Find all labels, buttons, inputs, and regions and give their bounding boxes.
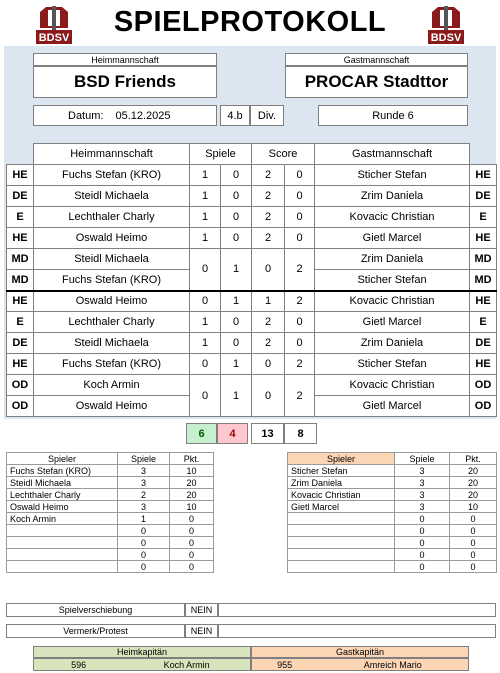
away-player: Gietl Marcel [315, 312, 470, 333]
stats-spiele: 3 [395, 465, 450, 477]
score-away: 0 [285, 333, 315, 354]
spiele-home: 1 [190, 207, 221, 228]
score-home: 2 [252, 186, 285, 207]
away-player: Gietl Marcel [315, 396, 470, 417]
away-player: Kovacic Christian [315, 375, 470, 396]
stats-player-name [7, 525, 118, 537]
match-row [7, 207, 497, 228]
stats-pkt: 0 [450, 549, 497, 561]
home-stats-row [7, 465, 214, 477]
match-row [7, 333, 497, 354]
away-type: HE [470, 165, 497, 186]
home-type: HE [7, 165, 34, 186]
home-stats-row [7, 537, 214, 549]
home-player-stats [6, 452, 214, 573]
score-away: 2 [285, 249, 315, 291]
results-header-row [7, 144, 497, 165]
home-player: Koch Armin [34, 375, 190, 396]
spiele-home: 1 [190, 333, 221, 354]
home-player: Fuchs Stefan (KRO) [34, 354, 190, 375]
away-player: Sticher Stefan [315, 165, 470, 186]
away-team-name: PROCAR Stadttor [285, 66, 468, 98]
home-type: DE [7, 333, 34, 354]
home-captain-label: Heimkapitän [33, 646, 251, 658]
stats-pkt: 10 [170, 501, 214, 513]
col-header-score: Score [252, 144, 315, 165]
match-row [7, 165, 497, 186]
away-type: HE [470, 354, 497, 375]
total-score-away: 8 [284, 423, 317, 444]
away-type: MD [470, 249, 497, 270]
score-away: 2 [285, 291, 315, 312]
score-away: 0 [285, 186, 315, 207]
away-player: Zrim Daniela [315, 186, 470, 207]
home-stats-row [7, 477, 214, 489]
away-stats-row [288, 501, 497, 513]
spiele-home: 1 [190, 165, 221, 186]
stats-spiele: 3 [118, 501, 170, 513]
date-value: 05.12.2025 [115, 109, 171, 122]
stats-player-name [288, 537, 395, 549]
total-score-home: 13 [251, 423, 284, 444]
spiele-away: 0 [221, 312, 252, 333]
home-player: Oswald Heimo [34, 396, 190, 417]
protest-value: NEIN [185, 624, 218, 638]
spiele-away: 0 [221, 186, 252, 207]
stats-pkt: 0 [170, 537, 214, 549]
away-stats-row [288, 513, 497, 525]
stats-spiele: 3 [118, 465, 170, 477]
away-captain-label: Gastkapitän [251, 646, 469, 658]
score-away: 0 [285, 165, 315, 186]
stats-player-name: Gietl Marcel [288, 501, 395, 513]
spiele-away: 1 [221, 375, 252, 417]
away-player-stats [287, 452, 497, 573]
away-stats-row [288, 549, 497, 561]
stats-pkt: 10 [170, 465, 214, 477]
away-type: HE [470, 291, 497, 312]
stats-player-name [7, 549, 118, 561]
stats-spiele: 3 [395, 489, 450, 501]
match-row [7, 354, 497, 375]
verschiebung-value: NEIN [185, 603, 218, 617]
score-home: 2 [252, 333, 285, 354]
stats-pkt: 20 [450, 477, 497, 489]
away-type: DE [470, 186, 497, 207]
home-type: HE [7, 291, 34, 312]
league-field: 4.b [220, 105, 250, 126]
stats-player-name [288, 561, 395, 573]
match-row [7, 228, 497, 249]
spiele-away: 0 [221, 165, 252, 186]
away-player: Sticher Stefan [315, 354, 470, 375]
home-player: Fuchs Stefan (KRO) [34, 165, 190, 186]
away-player: Kovacic Christian [315, 207, 470, 228]
stats-spiele: 3 [395, 477, 450, 489]
home-captain-row [33, 658, 251, 671]
stats-spiele: 0 [395, 549, 450, 561]
away-stats-header-pkt: Pkt. [450, 453, 497, 465]
away-type: E [470, 207, 497, 228]
svg-text:BDSV: BDSV [430, 32, 462, 44]
away-player: Zrim Daniela [315, 249, 470, 270]
protest-notes [218, 624, 496, 638]
away-captain-name: Amreich Mario [363, 659, 422, 670]
stats-player-name [288, 525, 395, 537]
home-team-label: Heimmannschaft [33, 53, 217, 66]
spiele-home: 1 [190, 228, 221, 249]
home-type: MD [7, 249, 34, 270]
results-table [6, 143, 497, 417]
spiele-away: 1 [221, 249, 252, 291]
score-home: 0 [252, 354, 285, 375]
away-captain-row [251, 658, 469, 671]
away-type: OD [470, 396, 497, 417]
home-stats-row [7, 525, 214, 537]
away-player: Kovacic Christian [315, 291, 470, 312]
score-home: 2 [252, 312, 285, 333]
stats-pkt: 0 [450, 525, 497, 537]
home-captain-number: 596 [71, 659, 87, 670]
stats-spiele: 0 [395, 537, 450, 549]
home-player: Fuchs Stefan (KRO) [34, 270, 190, 291]
spiele-away: 1 [221, 354, 252, 375]
stats-spiele: 2 [118, 489, 170, 501]
stats-pkt: 0 [450, 561, 497, 573]
match-row [7, 375, 497, 396]
stats-player-name: Zrim Daniela [288, 477, 395, 489]
score-away: 0 [285, 312, 315, 333]
stats-pkt: 0 [170, 513, 214, 525]
stats-spiele: 0 [395, 525, 450, 537]
total-spiele-away: 4 [217, 423, 248, 444]
away-player: Sticher Stefan [315, 270, 470, 291]
stats-pkt: 0 [450, 537, 497, 549]
match-row [7, 186, 497, 207]
away-type: OD [470, 375, 497, 396]
verschiebung-label: Spielverschiebung [6, 603, 185, 617]
stats-spiele: 0 [118, 525, 170, 537]
stats-player-name: Fuchs Stefan (KRO) [7, 465, 118, 477]
protest-label: Vermerk/Protest [6, 624, 185, 638]
home-stats-header-pkt: Pkt. [170, 453, 214, 465]
div-field: Div. [250, 105, 284, 126]
home-player: Lechthaler Charly [34, 207, 190, 228]
stats-spiele: 1 [118, 513, 170, 525]
score-away: 2 [285, 375, 315, 417]
stats-pkt: 0 [170, 561, 214, 573]
home-team-name: BSD Friends [33, 66, 217, 98]
spiele-home: 0 [190, 354, 221, 375]
col-header-spiele: Spiele [190, 144, 252, 165]
score-home: 0 [252, 249, 285, 291]
home-stats-header-spieler: Spieler [7, 453, 118, 465]
away-stats-row [288, 477, 497, 489]
home-stats-header-spiele: Spiele [118, 453, 170, 465]
home-stats-row [7, 489, 214, 501]
results-body [7, 165, 497, 417]
score-home: 2 [252, 165, 285, 186]
score-away: 0 [285, 207, 315, 228]
svg-text:BDSV: BDSV [38, 32, 70, 44]
away-stats-row [288, 489, 497, 501]
stats-pkt: 20 [450, 489, 497, 501]
away-stats-header-spiele: Spiele [395, 453, 450, 465]
stats-player-name: Steidl Michaela [7, 477, 118, 489]
stats-player-name: Kovacic Christian [288, 489, 395, 501]
home-type: E [7, 312, 34, 333]
home-type: OD [7, 396, 34, 417]
away-captain-number: 955 [277, 659, 293, 670]
home-stats-row [7, 513, 214, 525]
match-row [7, 312, 497, 333]
home-type: DE [7, 186, 34, 207]
home-player: Steidl Michaela [34, 249, 190, 270]
away-stats-row [288, 537, 497, 549]
home-player: Oswald Heimo [34, 291, 190, 312]
stats-pkt: 0 [170, 549, 214, 561]
round-field: Runde 6 [318, 105, 468, 126]
stats-spiele: 0 [395, 561, 450, 573]
home-player: Oswald Heimo [34, 228, 190, 249]
spiele-home: 0 [190, 249, 221, 291]
spiele-home: 1 [190, 312, 221, 333]
stats-pkt: 10 [450, 501, 497, 513]
stats-spiele: 0 [395, 513, 450, 525]
home-type: MD [7, 270, 34, 291]
home-type: HE [7, 354, 34, 375]
score-home: 0 [252, 375, 285, 417]
score-home: 2 [252, 228, 285, 249]
stats-pkt: 20 [170, 477, 214, 489]
spiele-home: 0 [190, 291, 221, 312]
stats-player-name [288, 549, 395, 561]
total-spiele-home: 6 [186, 423, 217, 444]
stats-player-name: Sticher Stefan [288, 465, 395, 477]
stats-player-name: Koch Armin [7, 513, 118, 525]
away-type: DE [470, 333, 497, 354]
score-away: 0 [285, 228, 315, 249]
date-field [33, 105, 217, 126]
stats-pkt: 0 [170, 525, 214, 537]
away-stats-row [288, 465, 497, 477]
col-header-away: Gastmannschaft [315, 144, 470, 165]
home-player: Steidl Michaela [34, 186, 190, 207]
spiele-away: 1 [221, 291, 252, 312]
stats-spiele: 0 [118, 561, 170, 573]
score-away: 2 [285, 354, 315, 375]
home-type: E [7, 207, 34, 228]
home-player: Lechthaler Charly [34, 312, 190, 333]
away-player: Gietl Marcel [315, 228, 470, 249]
away-team-label: Gastmannschaft [285, 53, 468, 66]
home-type: HE [7, 228, 34, 249]
match-row [7, 249, 497, 270]
stats-spiele: 3 [118, 477, 170, 489]
stats-spiele: 0 [118, 537, 170, 549]
home-stats-row [7, 549, 214, 561]
home-stats-row [7, 561, 214, 573]
stats-player-name [7, 537, 118, 549]
home-captain-name: Koch Armin [163, 659, 210, 670]
spiele-away: 0 [221, 207, 252, 228]
away-stats-header-spieler: Spieler [288, 453, 395, 465]
score-home: 1 [252, 291, 285, 312]
home-stats-row [7, 501, 214, 513]
match-row [7, 291, 497, 312]
stats-spiele: 3 [395, 501, 450, 513]
stats-player-name: Lechthaler Charly [7, 489, 118, 501]
away-type: MD [470, 270, 497, 291]
spiele-home: 1 [190, 186, 221, 207]
home-type: OD [7, 375, 34, 396]
stats-player-name [288, 513, 395, 525]
away-type: E [470, 312, 497, 333]
stats-pkt: 0 [450, 513, 497, 525]
spiele-away: 0 [221, 333, 252, 354]
home-player: Steidl Michaela [34, 333, 190, 354]
col-header-home: Heimmannschaft [34, 144, 190, 165]
spiele-home: 0 [190, 375, 221, 417]
stats-pkt: 20 [170, 489, 214, 501]
stats-pkt: 20 [450, 465, 497, 477]
stats-player-name: Oswald Heimo [7, 501, 118, 513]
away-stats-row [288, 525, 497, 537]
score-home: 2 [252, 207, 285, 228]
verschiebung-notes [218, 603, 496, 617]
away-player: Zrim Daniela [315, 333, 470, 354]
away-stats-row [288, 561, 497, 573]
stats-spiele: 0 [118, 549, 170, 561]
away-type: HE [470, 228, 497, 249]
date-label: Datum: [68, 109, 104, 122]
page-title: SPIELPROTOKOLL [113, 6, 387, 38]
spiele-away: 0 [221, 228, 252, 249]
stats-player-name [7, 561, 118, 573]
